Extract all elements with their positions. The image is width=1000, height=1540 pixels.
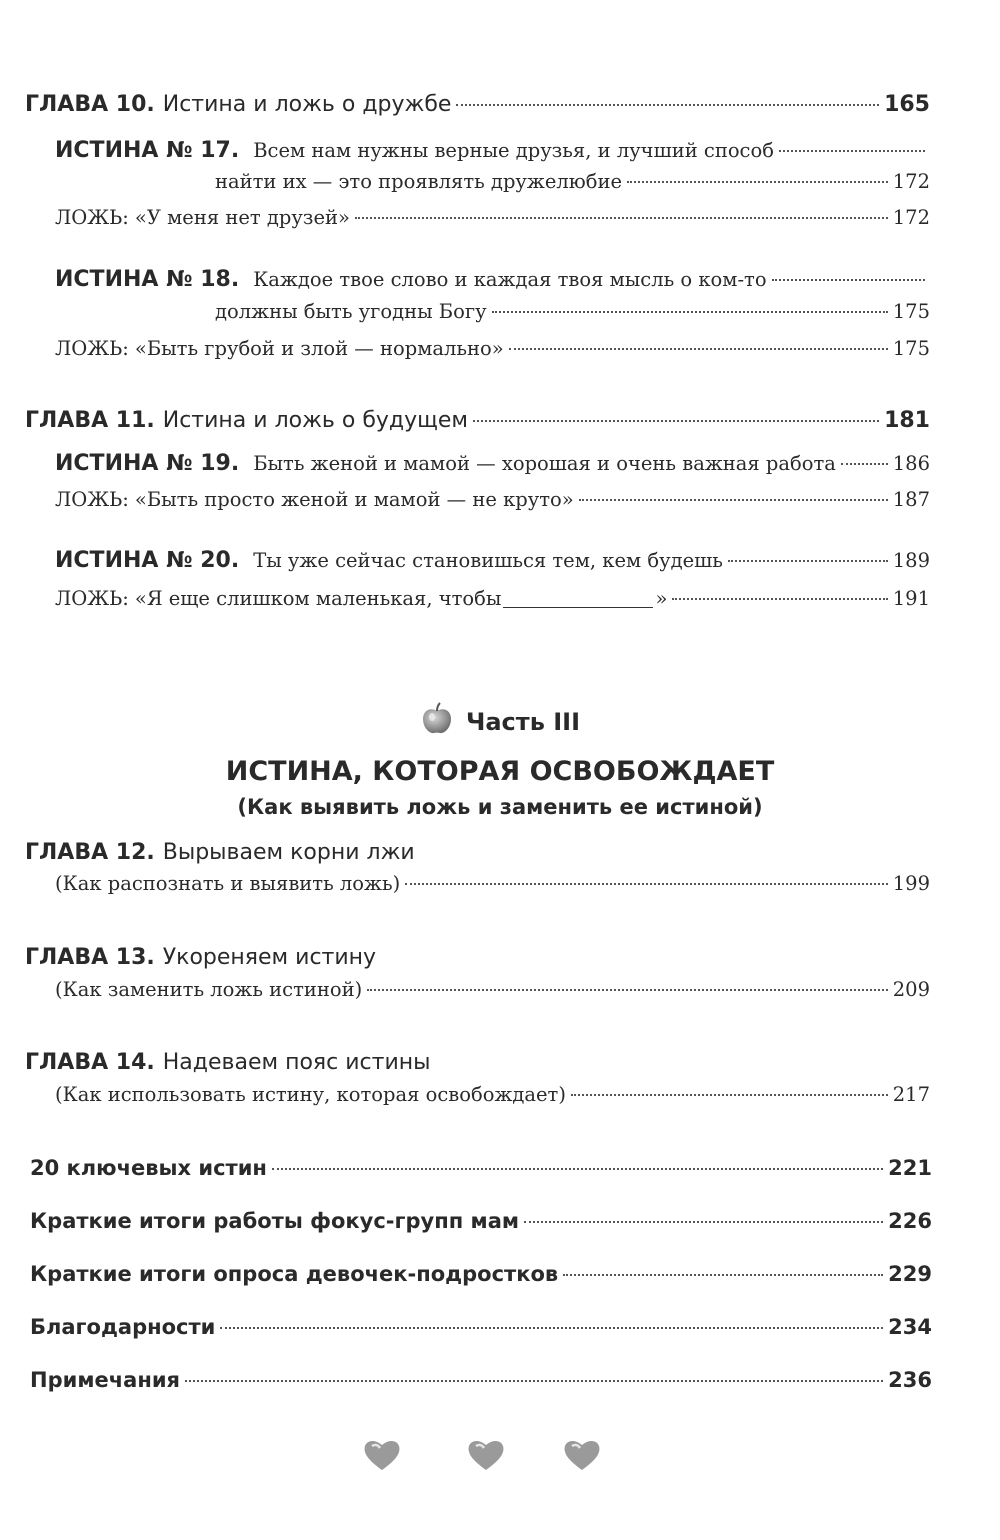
- toc-lie-18[interactable]: [55, 337, 930, 360]
- lie-text: «Я еще слишком маленькая, чтобы: [134, 587, 502, 610]
- dot-leader: [492, 311, 888, 313]
- page-number: 175: [892, 300, 930, 323]
- dot-leader: [672, 598, 887, 600]
- toc-truth-17[interactable]: [55, 138, 930, 163]
- part-subtitle: (Как выявить ложь и заменить ее истиной): [237, 795, 763, 819]
- dot-leader: [220, 1327, 883, 1329]
- page-number: 187: [892, 488, 930, 511]
- chapter-title: Истина и ложь о дружбе: [162, 92, 452, 117]
- dot-leader: [841, 463, 888, 465]
- page-number: 221: [888, 1156, 932, 1180]
- heart-icon: [466, 1438, 506, 1472]
- truth-label: ИСТИНА № 18.: [55, 267, 240, 292]
- chapter-label: ГЛАВА 11.: [25, 408, 155, 433]
- page-number: 175: [892, 337, 930, 360]
- truth-text-line1: Всем нам нужны верные друзья, и лучший способ: [253, 139, 774, 162]
- part-title: ИСТИНА, КОТОРАЯ ОСВОБОЖДАЕТ: [225, 756, 775, 787]
- dot-leader: [524, 1221, 883, 1223]
- dot-leader: [185, 1380, 883, 1382]
- page-number: 186: [892, 452, 930, 475]
- dot-leader: [772, 279, 925, 281]
- toc-chapter-11[interactable]: [25, 408, 930, 433]
- toc-truth-18-cont[interactable]: [215, 300, 930, 323]
- dot-leader: [509, 348, 888, 350]
- lie-label: ЛОЖЬ:: [55, 337, 129, 360]
- entry-title: Примечания: [30, 1368, 181, 1392]
- toc-chapter-12-sub[interactable]: [55, 872, 930, 895]
- page-number: 172: [892, 206, 930, 229]
- chapter-title: Вырываем корни лжи: [162, 840, 415, 865]
- dot-leader: [563, 1274, 883, 1276]
- toc-truth-20[interactable]: [55, 548, 930, 573]
- entry-title: Благодарности: [30, 1315, 216, 1339]
- toc-back-matter-item[interactable]: [30, 1368, 932, 1392]
- toc-chapter-14-sub[interactable]: [55, 1083, 930, 1106]
- chapter-subtitle: (Как использовать истину, которая освобождает): [55, 1083, 566, 1106]
- toc-lie-17[interactable]: [55, 206, 930, 229]
- chapter-title: Надеваем пояс истины: [162, 1050, 431, 1075]
- part-heading: [0, 702, 1000, 736]
- page-number: 191: [892, 587, 930, 610]
- lie-text: «У меня нет друзей»: [134, 206, 350, 229]
- lie-label: ЛОЖЬ:: [55, 488, 129, 511]
- toc-lie-20[interactable]: [55, 587, 930, 610]
- dot-leader: [627, 181, 888, 183]
- heart-icon: [362, 1438, 402, 1472]
- page-number: 229: [888, 1262, 932, 1286]
- toc-truth-17-cont[interactable]: [215, 170, 930, 193]
- page-number: 181: [884, 408, 930, 433]
- truth-text: Ты уже сейчас становишься тем, кем будешь: [253, 549, 723, 572]
- truth-text: Быть женой и мамой — хорошая и очень важная работа: [253, 452, 836, 475]
- chapter-label: ГЛАВА 10.: [25, 92, 155, 117]
- truth-text-line2: найти их — это проявлять дружелюбие: [215, 170, 623, 193]
- page-number: 209: [892, 978, 930, 1001]
- chapter-title: Истина и ложь о будущем: [162, 408, 468, 433]
- toc-chapter-13-sub[interactable]: [55, 978, 930, 1001]
- dot-leader: [355, 217, 888, 219]
- chapter-subtitle: (Как распознать и выявить ложь): [55, 872, 401, 895]
- toc-lie-19[interactable]: [55, 488, 930, 511]
- page-number: 217: [892, 1083, 930, 1106]
- lie-label: ЛОЖЬ:: [55, 587, 129, 610]
- truth-label: ИСТИНА № 19.: [55, 451, 240, 476]
- page-number: 234: [888, 1315, 932, 1339]
- chapter-label: ГЛАВА 14.: [25, 1050, 155, 1075]
- entry-title: Краткие итоги работы фокус-групп мам: [30, 1209, 520, 1233]
- truth-label: ИСТИНА № 20.: [55, 548, 240, 573]
- toc-back-matter-item[interactable]: [30, 1262, 932, 1286]
- dot-leader: [571, 1094, 888, 1096]
- chapter-subtitle: (Как заменить ложь истиной): [55, 978, 363, 1001]
- toc-chapter-13[interactable]: [25, 945, 930, 970]
- chapter-title: Укореняем истину: [162, 945, 377, 970]
- entry-title: Краткие итоги опроса девочек-подростков: [30, 1262, 559, 1286]
- dot-leader: [779, 150, 925, 152]
- page-number: 189: [892, 549, 930, 572]
- part-label: Часть III: [465, 708, 581, 736]
- toc-chapter-12[interactable]: [25, 840, 930, 865]
- chapter-label: ГЛАВА 12.: [25, 840, 155, 865]
- lie-text: «Быть грубой и злой — нормально»: [134, 337, 504, 360]
- page-number: 199: [892, 872, 930, 895]
- toc-back-matter-item[interactable]: [30, 1209, 932, 1233]
- dot-leader: [367, 989, 888, 991]
- dot-leader: [405, 883, 888, 885]
- toc-truth-18[interactable]: [55, 267, 930, 292]
- lie-text-end: »: [655, 587, 668, 610]
- dot-leader: [728, 560, 888, 562]
- truth-text-line1: Каждое твое слово и каждая твоя мысль о ком-то: [253, 268, 767, 291]
- dot-leader: [456, 104, 879, 106]
- toc-chapter-10[interactable]: [25, 92, 930, 117]
- lie-text: «Быть просто женой и мамой — не круто»: [134, 488, 574, 511]
- dot-leader: [473, 420, 879, 422]
- truth-label: ИСТИНА № 17.: [55, 138, 240, 163]
- apple-icon: [420, 702, 454, 736]
- page-number: 165: [884, 92, 930, 117]
- chapter-label: ГЛАВА 13.: [25, 945, 155, 970]
- toc-truth-19[interactable]: [55, 451, 930, 476]
- toc-back-matter-item[interactable]: [30, 1156, 932, 1180]
- page-number: 172: [892, 170, 930, 193]
- toc-chapter-14[interactable]: [25, 1050, 930, 1075]
- lie-label: ЛОЖЬ:: [55, 206, 129, 229]
- heart-icon: [562, 1438, 602, 1472]
- toc-back-matter-item[interactable]: [30, 1315, 932, 1339]
- page-number: 226: [888, 1209, 932, 1233]
- fill-in-blank: [503, 606, 653, 608]
- entry-title: 20 ключевых истин: [30, 1156, 267, 1180]
- truth-text-line2: должны быть угодны Богу: [215, 300, 487, 323]
- dot-leader: [579, 499, 888, 501]
- page-number: 236: [888, 1368, 932, 1392]
- dot-leader: [272, 1168, 883, 1170]
